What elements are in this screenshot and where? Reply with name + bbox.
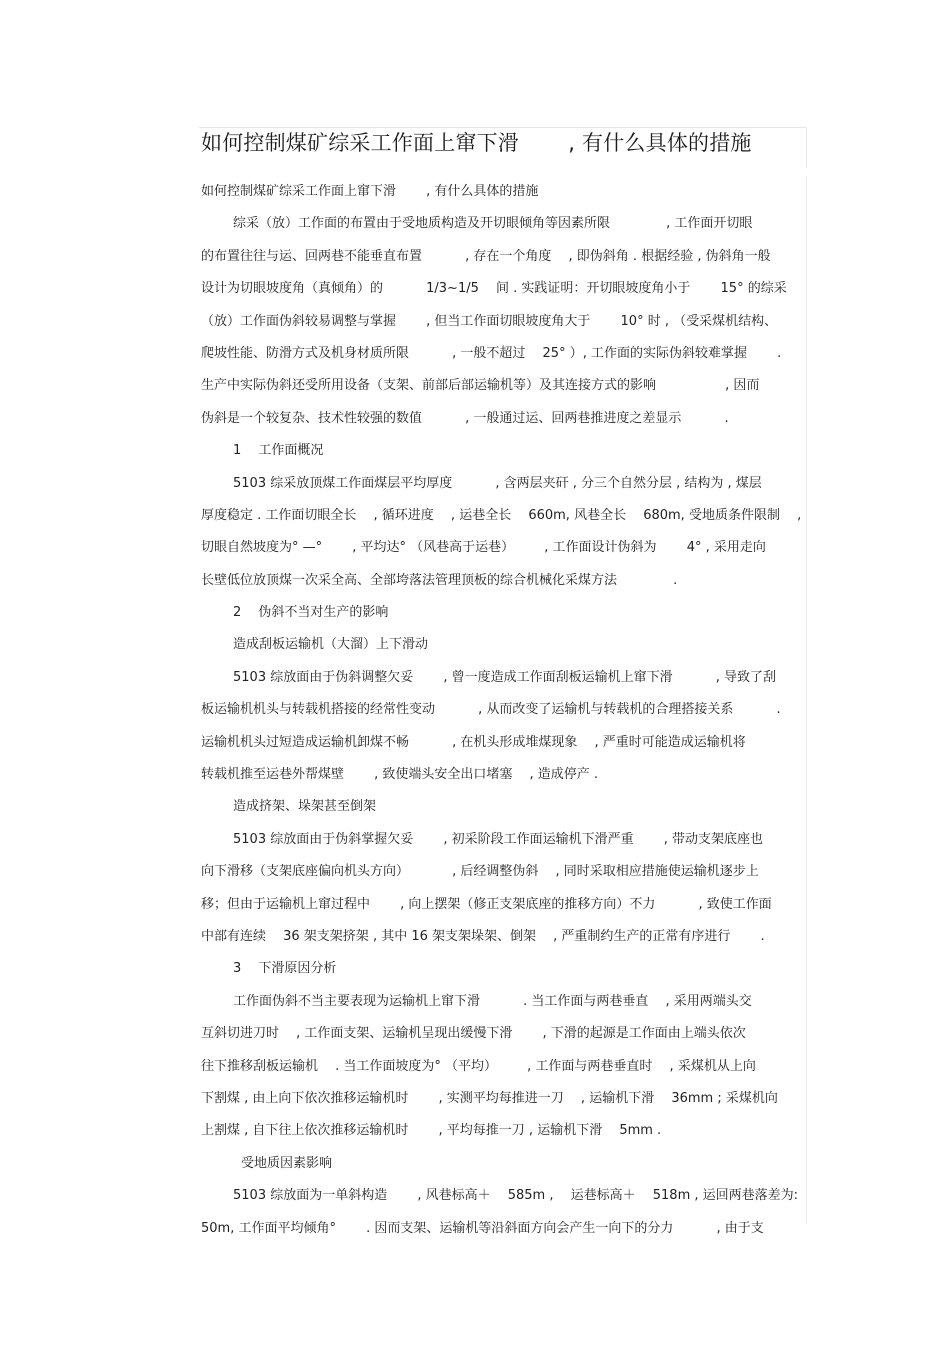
text-line: 5103 综放面为一单斜构造 , 风巷标高＋ 585m , 运巷标高＋ 518m , 运回两巷落差为: [233, 1188, 799, 1204]
text-line: 往下推移刮板运输机 . 当工作面坡度为° （平均） , 工作面与两巷垂直时 , 采煤机从上向 [201, 1058, 756, 1074]
text-line: 伪斜是一个较复杂、技术性较强的数值 , 一般通过运、回两巷推进度之差显示 . [201, 410, 729, 426]
text-line: 下割煤 , 由上向下依次推移运输机时 , 实测平均每推进一刀 , 运输机下滑 36mm ; 采煤机向 [201, 1090, 778, 1106]
text-line: 5103 综放面由于伪斜掌握欠妥 , 初采阶段工作面运输机下滑严重 , 带动支架底座也 [233, 831, 764, 847]
text-line: 的布置往往与运、回两巷不能垂直布置 , 存在一个角度 , 即伪斜角 . 根据经验 , 伪斜角一般 [201, 248, 771, 264]
text-line: 移；但由于运输机上窜过程中 , 向上摆架（修正支架底座的推移方向）不力 , 致使工作面 [201, 896, 772, 912]
text-line: 5103 综放面由于伪斜调整欠妥 , 曾一度造成工作面刮板运输机上窜下滑 , 导致了刮 [233, 669, 777, 685]
text-line: 造成刮板运输机（大溜）上下滑动 [233, 637, 429, 653]
text-line: 5103 综采放顶煤工作面煤层平均厚度 , 含两层夹矸 , 分三个自然分层 , 结构为 , 煤层 [233, 475, 762, 491]
text-line: 3 下滑原因分析 [233, 961, 337, 977]
text-line: 切眼自然坡度为° —° , 平均达° （风巷高于运巷） , 工作面设计伪斜为 4° , 采用走向 [201, 540, 766, 556]
text-line: 爬坡性能、防滑方式及机身材质所限 , 一般不超过 25° ）, 工作面的实际伪斜较难掌握 . [201, 345, 782, 361]
text-line: 综采（放）工作面的布置由于受地质构造及开切眼倾角等因素所限 , 工作面开切眼 [233, 216, 753, 232]
text-line: 转载机推至运巷外帮煤壁 , 致使端头安全出口堵塞 , 造成停产 . [201, 767, 599, 783]
text-line: 工作面伪斜不当主要表现为运输机上窜下滑 . 当工作面与两巷垂直 , 采用两端头交 [233, 993, 752, 1009]
text-line: （放）工作面伪斜较易调整与掌握 , 但当工作面切眼坡度角大于 10° 时 , （受采煤机结构、 [201, 313, 778, 329]
text-line: 造成挤架、垛架甚至倒架 [233, 799, 377, 815]
document-body [201, 176, 805, 1245]
text-line: 互斜切进刀时 , 工作面支架、运输机呈现出缓慢下滑 , 下滑的起源是工作面由上端头依次 [201, 1026, 746, 1042]
text-line: 受地质因素影响 [241, 1155, 333, 1171]
text-line: 长壁低位放顶煤一次采全高、全部垮落法管理顶板的综合机械化采煤方法 . [201, 572, 678, 588]
text-line: 设计为切眼坡度角（真倾角）的 1/3~1/5 间 . 实践证明：开切眼坡度角小于 15° 的综采 [201, 281, 787, 297]
text-line: 2 伪斜不当对生产的影响 [233, 605, 389, 621]
text-line: 运输机机头过短造成运输机卸煤不畅 , 在机头形成堆煤现象 , 严重时可能造成运输机将 [201, 734, 746, 750]
right-margin-rule [806, 176, 807, 1224]
text-line: 50m, 工作面平均倾角° . 因而支架、运输机等沿斜面方向会产生一向下的分力 , 由于支 [201, 1220, 764, 1236]
text-line: 板运输机机头与转载机搭接的经常性变动 , 从而改变了运输机与转载机的合理搭接关系 . [201, 702, 781, 718]
text-line: 如何控制煤矿综采工作面上窜下滑 , 有什么具体的措施 [201, 184, 539, 199]
document-title: 如何控制煤矿综采工作面上窜下滑 , 有什么具体的措施 [201, 131, 752, 155]
text-line: 上割煤 , 自下往上依次推移运输机时 , 平均每推一刀 , 运输机下滑 5mm . [201, 1123, 662, 1139]
text-line: 中部有连续 36 架支架挤架 , 其中 16 架支架垛架、倒架 , 严重制约生产的正常有序进行 . [201, 928, 765, 944]
text-line: 向下滑移（支架底座偏向机头方向） , 后经调整伪斜 , 同时采取相应措施使运输机逐步上 [201, 864, 759, 880]
text-line: 1 工作面概况 [233, 443, 324, 459]
text-line: 厚度稳定 . 工作面切眼全长 , 循环进度 , 运巷全长 660m, 风巷全长 680m, 受地质条件限制 , [201, 507, 802, 523]
text-line: 生产中实际伪斜还受所用设备（支架、前部后部运输机等）及其连接方式的影响 , 因而 [201, 378, 760, 394]
